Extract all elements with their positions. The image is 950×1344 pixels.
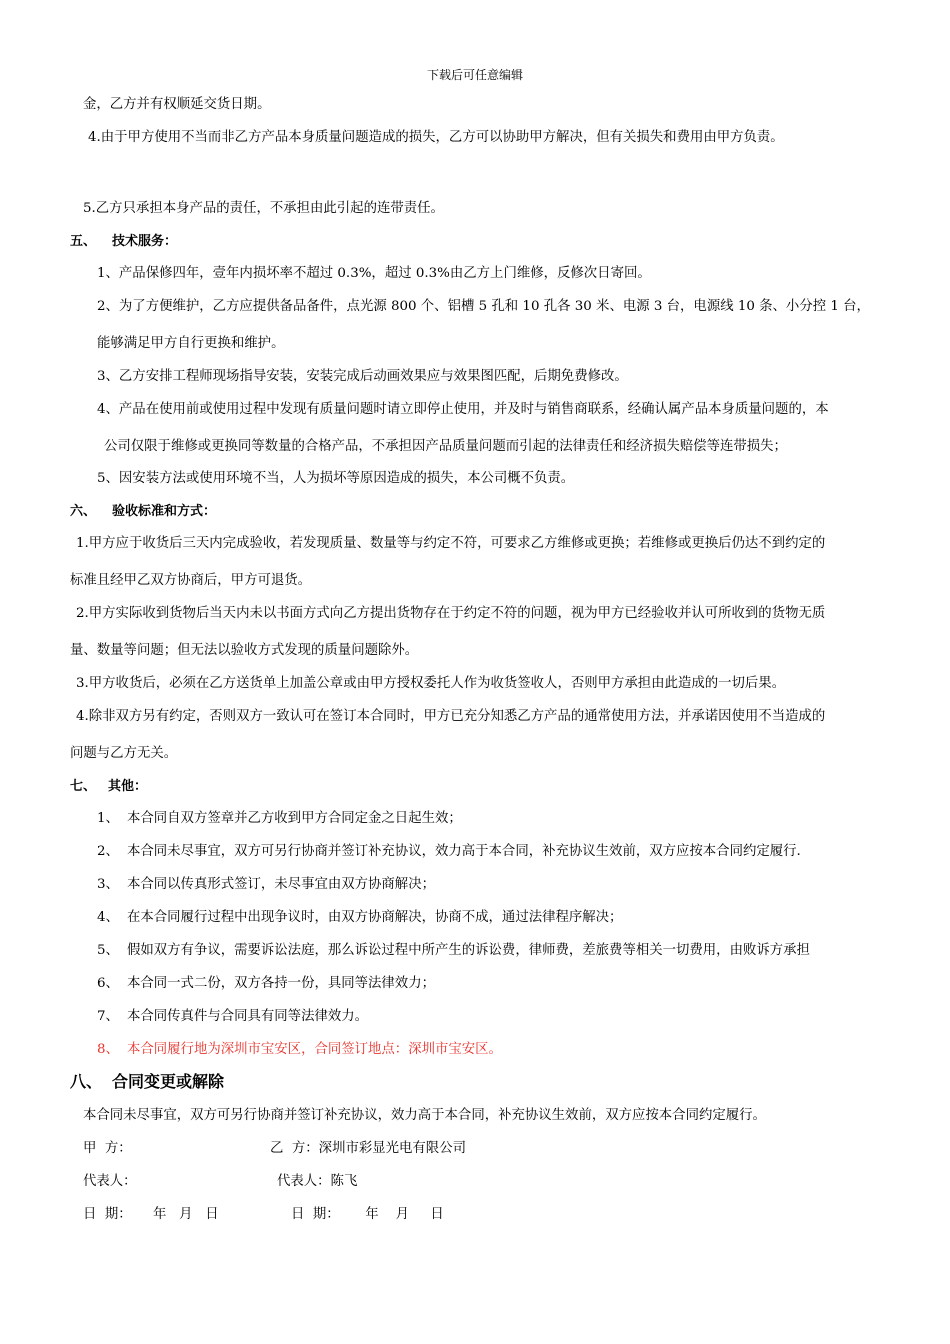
s7-item-number: 6、 bbox=[97, 976, 119, 991]
s7-item bbox=[97, 975, 435, 993]
s7-item-text: 本合同一式二份，双方各持一份，具同等法律效力； bbox=[127, 976, 435, 991]
s7-item-number: 2、 bbox=[97, 844, 119, 859]
s7-item-text: 在本合同履行过程中出现争议时，由双方协商解决，协商不成，通过法律程序解决； bbox=[127, 910, 623, 925]
section-5-heading bbox=[70, 233, 177, 251]
s7-item-number: 1、 bbox=[97, 811, 119, 826]
s6-line-4: 量、数量等问题；但无法以验收方式发现的质量问题除外。 bbox=[70, 643, 419, 658]
s7-item-number: 8、 bbox=[97, 1042, 119, 1057]
s5-item-5: 5、因安装方法或使用环境不当，人为损坏等原因造成的损失，本公司概不负责。 bbox=[97, 471, 575, 486]
section-5-title: 技术服务： bbox=[112, 234, 178, 249]
section-5-number: 五、 bbox=[70, 234, 97, 249]
s5-item-3: 3、乙方安排工程师现场指导安装，安装完成后动画效果应与效果图匹配，后期免费修改。 bbox=[97, 369, 628, 384]
s6-line-5: 3.甲方收货后，必须在乙方送货单上加盖公章或由甲方授权委托人作为收货签收人，否则甲方承担由此造成的一切后果。 bbox=[76, 676, 786, 691]
section-7-number: 七、 bbox=[70, 779, 97, 794]
s7-item bbox=[97, 843, 801, 861]
s7-item-text: 本合同传真件与合同具有同等法律效力。 bbox=[127, 1009, 369, 1024]
s7-item-text: 假如双方有争议，需要诉讼法庭，那么诉讼过程中所产生的诉讼费，律师费，差旅费等相关一切费用，由败诉方承担 bbox=[127, 943, 810, 958]
intro-paragraph-3: 5.乙方只承担本身产品的责任，不承担由此引起的连带责任。 bbox=[83, 201, 444, 216]
s6-line-2: 标准且经甲乙双方协商后，甲方可退货。 bbox=[70, 573, 312, 588]
page-header: 下载后可任意编辑 bbox=[426, 68, 523, 82]
section-8-body: 本合同未尽事宜，双方可另行协商并签订补充协议，效力高于本合同，补充协议生效前，双方应按本合同约定履行。 bbox=[83, 1108, 766, 1123]
section-8-title: 合同变更或解除 bbox=[112, 1072, 225, 1091]
s7-item-number: 5、 bbox=[97, 943, 119, 958]
s7-item-number: 3、 bbox=[97, 877, 119, 892]
rep-a-label: 代表人： bbox=[83, 1174, 137, 1189]
s5-item-1: 1、产品保修四年，壹年内损坏率不超过 0.3%，超过 0.3%由乙方上门维修，反修次日寄回。 bbox=[97, 266, 651, 281]
section-7-heading bbox=[70, 778, 147, 796]
party-b-label: 乙 方：深圳市彩显光电有限公司 bbox=[270, 1141, 466, 1156]
s7-item bbox=[97, 1008, 368, 1026]
s5-item-2-cont: 能够满足甲方自行更换和维护。 bbox=[97, 336, 285, 351]
s7-item-number: 7、 bbox=[97, 1009, 119, 1024]
s6-line-3: 2.甲方实际收到货物后当天内未以书面方式向乙方提出货物存在于约定不符的问题，视为甲方已经验收并认可所收到的货物无质 bbox=[76, 606, 826, 621]
s7-item bbox=[97, 876, 435, 894]
s7-item bbox=[97, 909, 622, 927]
intro-paragraph-1: 金，乙方并有权顺延交货日期。 bbox=[83, 97, 271, 112]
s7-item bbox=[97, 810, 462, 828]
party-a-label: 甲 方： bbox=[83, 1141, 132, 1156]
s7-item-text: 本合同未尽事宜，双方可另行协商并签订补充协议，效力高于本合同，补充协议生效前，双方应按本合同约定履行. bbox=[127, 844, 801, 859]
section-6-heading bbox=[70, 503, 216, 521]
s7-item-number: 4、 bbox=[97, 910, 119, 925]
s6-line-1: 1.甲方应于收货后三天内完成验收，若发现质量、数量等与约定不符，可要求乙方维修或更换；若维修或更换后仍达不到约定的 bbox=[76, 536, 826, 551]
s7-item-text: 本合同履行地为深圳市宝安区，合同签订地点：深圳市宝安区。 bbox=[127, 1042, 502, 1057]
date-a-label: 日 期： 年 月 日 bbox=[83, 1207, 219, 1222]
s5-item-4-cont: 公司仅限于维修或更换同等数量的合格产品，不承担因产品质量问题而引起的法律责任和经济损失赔偿等连带损失； bbox=[104, 439, 787, 454]
intro-paragraph-2: 4.由于甲方使用不当而非乙方产品本身质量问题造成的损失，乙方可以协助甲方解决，但有关损失和费用由甲方负责。 bbox=[88, 130, 784, 145]
date-b-label: 日 期： 年 月 日 bbox=[291, 1207, 444, 1222]
s6-line-6: 4.除非双方另有约定，否则双方一致认可在签订本合同时，甲方已充分知悉乙方产品的通常使用方法，并承诺因使用不当造成的 bbox=[76, 709, 826, 724]
s7-item-highlighted bbox=[97, 1041, 502, 1059]
rep-b-label: 代表人：陈飞 bbox=[277, 1174, 358, 1189]
section-8-heading bbox=[70, 1071, 224, 1093]
section-8-number: 八、 bbox=[70, 1072, 103, 1091]
section-6-title: 验收标准和方式： bbox=[112, 504, 217, 519]
s7-item-text: 本合同自双方签章并乙方收到甲方合同定金之日起生效； bbox=[127, 811, 462, 826]
s5-item-2: 2、为了方便维护，乙方应提供备品备件，点光源 800 个、铝槽 5 孔和 10 孔各 30 米、电源 3 台，电源线 10 条、小分控 1 台， bbox=[97, 299, 870, 314]
s5-item-4: 4、产品在使用前或使用过程中发现有质量问题时请立即停止使用，并及时与销售商联系，经确认属产品本身质量问题的，本 bbox=[97, 402, 829, 417]
section-6-number: 六、 bbox=[70, 504, 97, 519]
s7-item-text: 本合同以传真形式签订，未尽事宜由双方协商解决； bbox=[127, 877, 435, 892]
s6-line-7: 问题与乙方无关。 bbox=[70, 746, 178, 761]
section-7-title: 其他： bbox=[108, 779, 148, 794]
s7-item bbox=[97, 942, 810, 960]
